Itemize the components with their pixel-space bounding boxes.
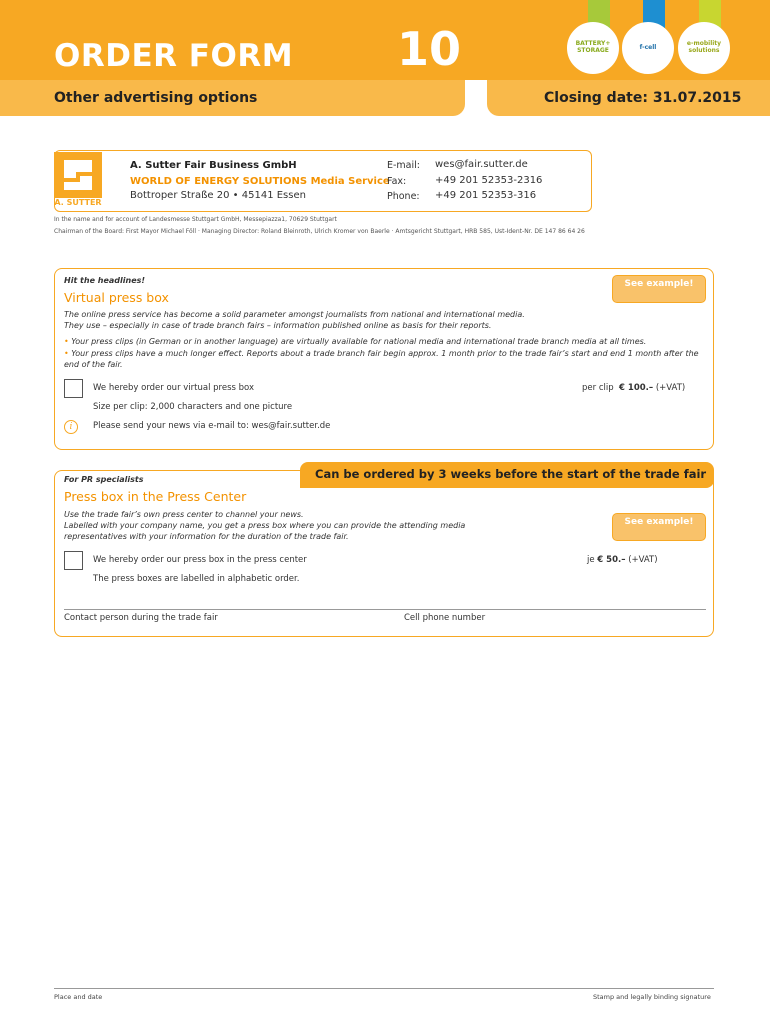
company-address: Bottroper Straße 20 • 45141 Essen — [130, 190, 306, 201]
info-icon: i — [64, 420, 78, 434]
section1-text-2: They use – especially in case of trade branch fairs – information published online as basis for their reports. — [64, 321, 492, 330]
section1-bullet-2: • Your press clips have a much longer effect. Reports about a trade branch fair begin approx. 1 month prior to the trade fair’s start and end 1 month after the end of the fair. — [64, 349, 699, 369]
virtual-press-box-order-text: We hereby order our virtual press box — [93, 383, 255, 393]
e-mobility-logo: e-mobility solutions — [686, 40, 722, 54]
section1-title: Virtual press box — [64, 290, 169, 305]
order-deadline-text: Can be ordered by 3 weeks before the start of the trade fair — [315, 467, 707, 481]
f-cell-badge — [622, 22, 674, 74]
send-news-text: Please send your news via e-mail to: wes@fair.sutter.de — [93, 421, 331, 431]
section1-kicker: Hit the headlines! — [64, 276, 146, 285]
e-mobility-badge — [678, 22, 730, 74]
section2-title: Press box in the Press Center — [64, 489, 247, 504]
email-link[interactable]: wes@fair.sutter.de — [435, 159, 528, 170]
alphabetic-order-note: The press boxes are labelled in alphabetic order. — [93, 574, 300, 584]
place-date-label: Place and date — [54, 993, 103, 1001]
legal-line-1: In the name and for account of Landesmesse Stuttgart GmbH, Messepiazza1, 70629 Stuttgart — [54, 216, 337, 223]
company-name: A. Sutter Fair Business GmbH — [130, 160, 297, 171]
phone-label: Phone: — [387, 191, 420, 202]
battery-storage-badge — [567, 22, 619, 74]
legal-line-2: Chairman of the Board: First Mayor Michael Föll · Managing Director: Roland Bleinroth, Ulrich Kromer von Baerle · Amtsgericht Stuttgart, HRB 585, Ust-Ident-Nr. DE 147 86 64 26 — [54, 228, 585, 235]
contact-field-line[interactable] — [64, 609, 706, 610]
section2-text-3: representatives with your information for the duration of the trade fair. — [64, 532, 349, 541]
virtual-press-box-checkbox[interactable] — [64, 379, 83, 398]
clip-size-text: Size per clip: 2,000 characters and one picture — [93, 402, 293, 412]
press-center-checkbox[interactable] — [64, 551, 83, 570]
virtual-press-box-price: per clip € 100.– (+VAT) — [582, 383, 686, 393]
sutter-logo-icon — [54, 152, 102, 198]
section2-text-1: Use the trade fair’s own press center to channel your news. — [64, 510, 304, 519]
see-example-button-1[interactable]: See example! — [612, 275, 706, 303]
section2-kicker: For PR specialists — [64, 475, 144, 484]
sutter-logo — [54, 152, 102, 198]
contact-person-label: Contact person during the trade fair — [64, 613, 218, 623]
section1-bullet-1: • Your press clips (in German or in another language) are virtually available for national media and international trade branch media at all times. — [64, 337, 647, 346]
section2-text-2: Labelled with your company name, you get a press box where you can provide the attending media — [64, 521, 466, 530]
company-service: WORLD OF ENERGY SOLUTIONS Media Service — [130, 176, 390, 187]
subtitle: Other advertising options — [54, 90, 258, 106]
press-center-order-text: We hereby order our press box in the press center — [93, 555, 307, 565]
f-cell-logo: f-cell — [639, 43, 657, 51]
phone-number: +49 201 52353-316 — [435, 190, 537, 201]
fax-number: +49 201 52353-2316 — [435, 175, 543, 186]
email-label: E-mail: — [387, 160, 420, 171]
signature-line[interactable] — [54, 988, 714, 989]
page-title: ORDER FORM — [54, 38, 294, 74]
fax-label: Fax: — [387, 176, 407, 187]
cell-phone-label: Cell phone number — [404, 613, 486, 623]
battery-storage-logo: BATTERY+ STORAGE — [575, 40, 611, 54]
see-example-button-2[interactable]: See example! — [612, 513, 706, 541]
logo-text: A. SUTTER — [54, 198, 102, 207]
form-number: 10 — [397, 22, 462, 76]
section1-text-1: The online press service has become a solid parameter amongst journalists from national and international media. — [64, 310, 525, 319]
press-center-price: je € 50.– (+VAT) — [587, 555, 658, 565]
closing-date: Closing date: 31.07.2015 — [544, 90, 742, 106]
signature-label: Stamp and legally binding signature — [593, 993, 711, 1001]
